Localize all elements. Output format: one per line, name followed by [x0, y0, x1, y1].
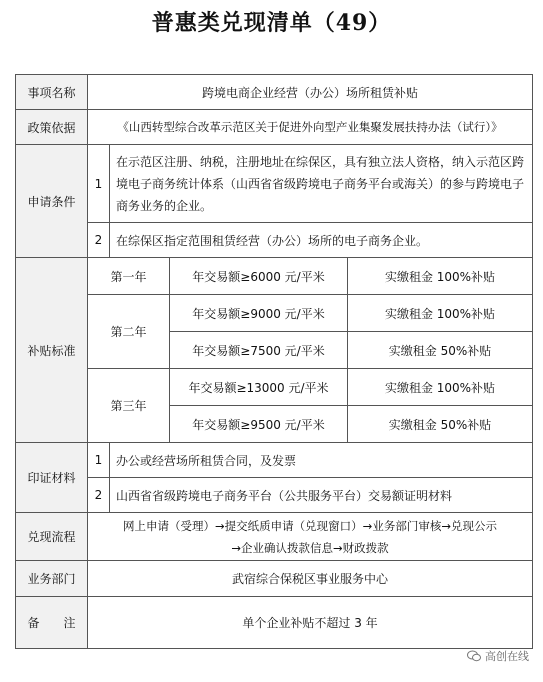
row-year2-a [16, 295, 533, 332]
watermark-text: 高创在线 [485, 650, 529, 663]
department-label: 业务部门 [16, 561, 88, 597]
condition-number: 2 [88, 223, 110, 258]
year1-label: 第一年 [88, 258, 170, 295]
subsidy-label: 补贴标准 [16, 258, 88, 443]
year2-label: 第二年 [88, 295, 170, 369]
row-year3-a [16, 369, 533, 406]
volume-threshold: 年交易额≥13000 元/平米 [170, 369, 348, 406]
row-material-1 [16, 443, 533, 478]
volume-threshold: 年交易额≥9000 元/平米 [170, 295, 348, 332]
material-number: 1 [88, 443, 110, 478]
row-condition-2 [16, 223, 533, 258]
row-department [16, 561, 533, 597]
row-condition-1 [16, 145, 533, 223]
row-year1 [16, 258, 533, 295]
watermark [467, 648, 529, 664]
subsidy-rate: 实缴租金 100%补贴 [348, 258, 533, 295]
material-number: 2 [88, 478, 110, 513]
wechat-icon [467, 650, 481, 662]
material-text: 山西省省级跨境电子商务平台（公共服务平台）交易额证明材料 [110, 478, 533, 513]
volume-threshold: 年交易额≥6000 元/平米 [170, 258, 348, 295]
volume-threshold: 年交易额≥9500 元/平米 [170, 406, 348, 443]
remark-label: 备 注 [16, 597, 88, 649]
row-policy-basis [16, 110, 533, 145]
subsidy-rate: 实缴租金 100%补贴 [348, 295, 533, 332]
volume-threshold: 年交易额≥7500 元/平米 [170, 332, 348, 369]
year3-label: 第三年 [88, 369, 170, 443]
conditions-label: 申请条件 [16, 145, 88, 258]
material-text: 办公或经营场所租赁合同，及发票 [110, 443, 533, 478]
subsidy-rate: 实缴租金 100%补贴 [348, 369, 533, 406]
department-value: 武宿综合保税区事业服务中心 [88, 561, 533, 597]
benefit-table [15, 74, 533, 649]
condition-text: 在示范区注册、纳税，注册地址在综保区，具有独立法人资格，纳入示范区跨境电子商务统计体系（山西省省级跨境电子商务平台或海关）的参与跨境电子商务业务的企业。 [110, 145, 533, 223]
document-title: 普惠类兑现清单（49） [151, 10, 392, 36]
subsidy-rate: 实缴租金 50%补贴 [348, 332, 533, 369]
materials-label: 印证材料 [16, 443, 88, 513]
process-label: 兑现流程 [16, 513, 88, 561]
row-material-2 [16, 478, 533, 513]
item-name-value: 跨境电商企业经营（办公）场所租赁补贴 [88, 75, 533, 110]
process-line: 网上申请（受理）→提交纸质申请（兑现窗口）→业务部门审核→兑现公示 [123, 518, 497, 533]
condition-number: 1 [88, 145, 110, 223]
row-item-name [16, 75, 533, 110]
subsidy-rate: 实缴租金 50%补贴 [348, 406, 533, 443]
row-process [16, 513, 533, 561]
remark-value: 单个企业补贴不超过 3 年 [88, 597, 533, 649]
condition-text: 在综保区指定范围租赁经营（办公）场所的电子商务企业。 [110, 223, 533, 258]
policy-basis-value: 《山西转型综合改革示范区关于促进外向型产业集聚发展扶持办法（试行）》 [88, 110, 533, 145]
policy-basis-label: 政策依据 [16, 110, 88, 145]
item-name-label: 事项名称 [16, 75, 88, 110]
process-value [88, 513, 533, 561]
row-remark [16, 597, 533, 649]
process-line: →企业确认拨款信息→财政拨款 [231, 540, 389, 555]
